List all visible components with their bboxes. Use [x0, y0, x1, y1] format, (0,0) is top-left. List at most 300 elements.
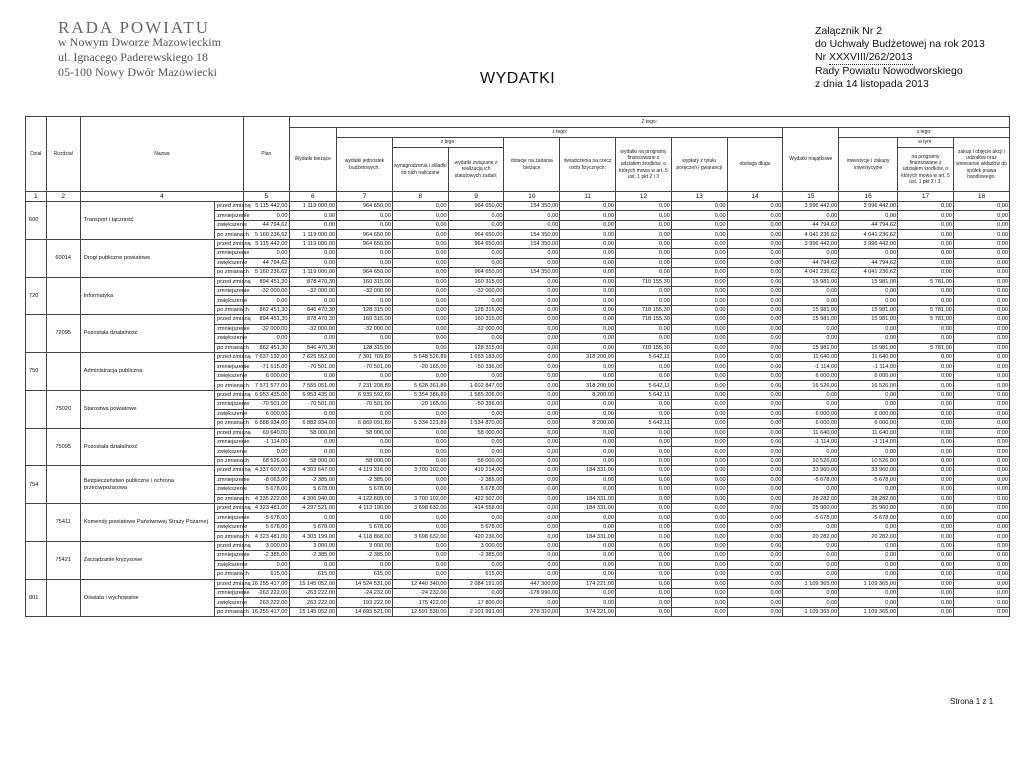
row-label: przed zmianą [215, 466, 244, 475]
col-header-w-tym: w tym: [898, 138, 954, 148]
amount-cell: 0,00 [898, 381, 954, 390]
row-label: po zmianach [215, 268, 244, 277]
amount-cell: 44 794,62 [244, 220, 289, 229]
amount-cell: 44 794,62 [783, 220, 839, 229]
amount-cell: -178 990,00 [504, 588, 560, 597]
amount-cell: 0,00 [898, 570, 954, 579]
col-number: 14 [727, 192, 783, 202]
amount-cell: 10 526,00 [783, 456, 839, 465]
amount-cell: 3 000,00 [289, 541, 337, 550]
amount-cell: 0,00 [727, 381, 783, 390]
amount-cell: 0,00 [560, 428, 616, 437]
amount-cell: 0,00 [671, 381, 727, 390]
amount-cell: 0,00 [289, 513, 337, 522]
amount-cell: 4 323 481,00 [244, 504, 289, 513]
amount-cell: 0,00 [392, 277, 448, 286]
amount-cell: 0,00 [392, 286, 448, 295]
row-label: zmniejszenie [215, 513, 244, 522]
amount-cell: 0,00 [392, 541, 448, 550]
amount-cell: 0,00 [839, 551, 898, 560]
amount-cell: 0,00 [898, 504, 954, 513]
amount-cell: 0,00 [448, 258, 504, 267]
amount-cell: 0,00 [616, 202, 672, 211]
col-header-swiadczenia: świadczenia na rzecz osób fizycznych; [560, 138, 616, 192]
dzial-code: 750 [26, 353, 47, 391]
amount-cell: 0,00 [560, 305, 616, 314]
amount-cell: 0,00 [727, 522, 783, 531]
amount-cell: 0,00 [671, 258, 727, 267]
amount-cell: 5 678,00 [448, 522, 504, 531]
amount-cell: 3 000,00 [244, 541, 289, 550]
table-row [26, 390, 1010, 399]
amount-cell: 0,00 [616, 466, 672, 475]
col-header-plan: Plan [244, 117, 289, 192]
stamp-line: RADA POWIATU [58, 18, 210, 37]
row-label: po zmianach [215, 343, 244, 352]
amount-cell: 5 648 526,89 [392, 353, 448, 362]
amount-cell: 15 145 052,00 [289, 579, 337, 588]
dzial-code [26, 390, 47, 428]
amount-cell: 0,00 [504, 419, 560, 428]
amount-cell: 0,00 [504, 570, 560, 579]
amount-cell: -2 385,00 [337, 551, 393, 560]
row-label: przed zmianą [215, 315, 244, 324]
amount-cell: 0,00 [448, 588, 504, 597]
amount-cell: 0,00 [839, 324, 898, 333]
amount-cell: 0,00 [448, 211, 504, 220]
amount-cell: 1 119 000,00 [289, 202, 337, 211]
amount-cell: 0,00 [671, 286, 727, 295]
amount-cell: 0,00 [783, 334, 839, 343]
amount-cell: 1 109 365,00 [783, 607, 839, 616]
amount-cell: 0,00 [671, 249, 727, 258]
amount-cell: 0,00 [289, 437, 337, 446]
amount-cell: 6 882 934,00 [289, 419, 337, 428]
amount-cell: 0,00 [671, 371, 727, 380]
amount-cell: 0,00 [504, 324, 560, 333]
amount-cell: 0,00 [504, 400, 560, 409]
amount-cell: 0,00 [953, 362, 1009, 371]
amount-cell: 0,00 [727, 456, 783, 465]
amount-cell: -71 615,00 [244, 362, 289, 371]
amount-cell: 0,00 [953, 202, 1009, 211]
amount-cell: 193 222,00 [337, 598, 393, 607]
amount-cell: 0,00 [560, 400, 616, 409]
amount-cell: 0,00 [504, 494, 560, 503]
amount-cell: 6 953 435,00 [289, 390, 337, 399]
amount-cell: 0,00 [392, 230, 448, 239]
amount-cell: 128 315,00 [337, 343, 393, 352]
column-number-row [26, 192, 1010, 202]
amount-cell: 44 794,62 [839, 220, 898, 229]
amount-cell: 154 350,00 [504, 202, 560, 211]
amount-cell: 318 200,00 [560, 381, 616, 390]
col-header-dzial: Dział [26, 117, 47, 192]
row-label: po zmianach [215, 230, 244, 239]
amount-cell: 160 315,00 [448, 315, 504, 324]
rozdzial-code: 75421 [46, 541, 80, 579]
rozdzial-code: 75095 [46, 428, 80, 466]
amount-cell: 5 642,11 [616, 381, 672, 390]
amount-cell: 6 000,00 [244, 409, 289, 418]
amount-cell: 0,00 [898, 466, 954, 475]
stamp-line: ul. Ignacego Paderewskiego 18 [58, 50, 208, 64]
annex-line: Rady Powiatu Nowodworskiego [815, 65, 963, 77]
amount-cell: 0,00 [504, 390, 560, 399]
amount-cell: 0,00 [560, 343, 616, 352]
amount-cell: 3 996 442,00 [783, 202, 839, 211]
amount-cell: 0,00 [337, 296, 393, 305]
amount-cell: -20 165,00 [392, 400, 448, 409]
amount-cell: 318 200,00 [560, 353, 616, 362]
amount-cell: -2 385,00 [289, 475, 337, 484]
amount-cell: 17 800,00 [448, 598, 504, 607]
col-number: 8 [392, 192, 448, 202]
amount-cell: 0,00 [898, 409, 954, 418]
amount-cell: 58 000,00 [448, 428, 504, 437]
amount-cell: 0,00 [671, 475, 727, 484]
amount-cell: 0,00 [727, 504, 783, 513]
dzial-code: 600 [26, 202, 47, 240]
amount-cell: 4 041 236,62 [839, 230, 898, 239]
amount-cell: 0,00 [839, 211, 898, 220]
amount-cell: 0,00 [616, 296, 672, 305]
amount-cell: 0,00 [616, 485, 672, 494]
amount-cell: 5 678,00 [337, 522, 393, 531]
amount-cell: 0,00 [727, 437, 783, 446]
amount-cell: 1 109 365,00 [839, 579, 898, 588]
amount-cell: 5 115 442,00 [244, 202, 289, 211]
amount-cell: 0,00 [448, 296, 504, 305]
amount-cell: 0,00 [560, 239, 616, 248]
amount-cell: 0,00 [504, 475, 560, 484]
amount-cell: -5 678,00 [783, 513, 839, 522]
amount-cell: 0,00 [727, 353, 783, 362]
amount-cell: 0,00 [727, 607, 783, 616]
amount-cell: -24 232,00 [337, 588, 393, 597]
amount-cell: 0,00 [953, 437, 1009, 446]
amount-cell: 0,00 [671, 513, 727, 522]
amount-cell: 0,00 [953, 305, 1009, 314]
amount-cell: 0,00 [953, 390, 1009, 399]
amount-cell: 0,00 [783, 598, 839, 607]
amount-cell: 15 981,00 [783, 315, 839, 324]
row-label: zwiększenie [215, 334, 244, 343]
amount-cell: 0,00 [616, 409, 672, 418]
amount-cell: 718 155,30 [616, 315, 672, 324]
rozdzial-code: 75020 [46, 390, 80, 428]
amount-cell: 0,00 [953, 494, 1009, 503]
amount-cell: 154 350,00 [504, 230, 560, 239]
amount-cell: 0,00 [898, 353, 954, 362]
amount-cell: 0,00 [616, 494, 672, 503]
col-number: 7 [337, 192, 393, 202]
amount-cell: 0,00 [953, 400, 1009, 409]
amount-cell: 0,00 [392, 513, 448, 522]
amount-cell: 0,00 [727, 560, 783, 569]
amount-cell: 5 678,00 [289, 522, 337, 531]
amount-cell: 0,00 [560, 598, 616, 607]
row-label: zwiększenie [215, 560, 244, 569]
amount-cell: 964 650,00 [337, 268, 393, 277]
row-label: zwiększenie [215, 485, 244, 494]
amount-cell: 0,00 [616, 428, 672, 437]
amount-cell: 0,00 [671, 494, 727, 503]
amount-cell: 0,00 [392, 296, 448, 305]
amount-cell: 0,00 [953, 541, 1009, 550]
amount-cell: 964 650,00 [337, 239, 393, 248]
amount-cell: 160 315,00 [337, 315, 393, 324]
amount-cell: 5 781,00 [898, 343, 954, 352]
amount-cell: 0,00 [337, 447, 393, 456]
amount-cell: 0,00 [560, 541, 616, 550]
table-row [26, 428, 1010, 437]
amount-cell: 0,00 [392, 409, 448, 418]
amount-cell: 0,00 [616, 475, 672, 484]
amount-cell: 0,00 [560, 588, 616, 597]
amount-cell: 0,00 [727, 343, 783, 352]
row-label: zmniejszenie [215, 400, 244, 409]
amount-cell: 0,00 [560, 286, 616, 295]
amount-cell: 0,00 [727, 466, 783, 475]
amount-cell: 0,00 [727, 419, 783, 428]
amount-cell: 964 650,00 [337, 230, 393, 239]
col-header-z-tego: Z tego: [289, 117, 1009, 128]
amount-cell: 5 160 236,62 [244, 230, 289, 239]
amount-cell: 0,00 [839, 249, 898, 258]
amount-cell: 8 200,00 [560, 390, 616, 399]
col-number: 9 [448, 192, 504, 202]
col-header-zakup-akcji: zakup i objęcie akcji i udziałów oraz wniesienie wkładów do spółek prawa handlowego. [953, 138, 1009, 192]
amount-cell: -70 501,00 [289, 400, 337, 409]
amount-cell: 0,00 [671, 428, 727, 437]
amount-cell: 0,00 [898, 268, 954, 277]
amount-cell: 44 794,62 [783, 258, 839, 267]
amount-cell: 0,00 [616, 532, 672, 541]
amount-cell: 4 119 316,00 [337, 466, 393, 475]
amount-cell: 6 869 091,89 [337, 419, 393, 428]
amount-cell: 175 422,00 [392, 598, 448, 607]
amount-cell: 0,00 [337, 437, 393, 446]
amount-cell: 12 440 340,00 [392, 579, 448, 588]
amount-cell: 7 571 577,00 [244, 381, 289, 390]
amount-cell: 5 678,00 [337, 485, 393, 494]
row-label: po zmianach [215, 607, 244, 616]
amount-cell: 154 350,00 [504, 239, 560, 248]
amount-cell: 1 109 365,00 [783, 579, 839, 588]
amount-cell: 0,00 [671, 541, 727, 550]
amount-cell: 0,00 [727, 202, 783, 211]
amount-cell: 0,00 [448, 560, 504, 569]
col-header-wydatki-biezace: Wydatki bieżące [289, 128, 337, 192]
table-row [26, 202, 1010, 211]
amount-cell: 1 119 000,00 [289, 268, 337, 277]
amount-cell: 14 693 521,00 [337, 607, 393, 616]
amount-cell: 0,00 [953, 353, 1009, 362]
amount-cell: 0,00 [839, 570, 898, 579]
amount-cell: 2 084 191,00 [448, 579, 504, 588]
amount-cell: 0,00 [560, 475, 616, 484]
amount-cell: 0,00 [783, 324, 839, 333]
amount-cell: 184 331,00 [560, 532, 616, 541]
amount-cell: 0,00 [898, 230, 954, 239]
amount-cell: 0,00 [953, 428, 1009, 437]
amount-cell: 1 119 000,00 [289, 239, 337, 248]
amount-cell: 0,00 [671, 437, 727, 446]
col-header-z-tego-4: z tego: [839, 128, 1010, 138]
amount-cell: 0,00 [616, 258, 672, 267]
row-label: przed zmianą [215, 541, 244, 550]
amount-cell: 0,00 [504, 371, 560, 380]
amount-cell: 0,00 [560, 437, 616, 446]
amount-cell: 0,00 [392, 475, 448, 484]
amount-cell: 0,00 [616, 400, 672, 409]
amount-cell: 0,00 [504, 296, 560, 305]
amount-cell: 0,00 [504, 362, 560, 371]
amount-cell: 5 678,00 [244, 485, 289, 494]
amount-cell: 0,00 [953, 419, 1009, 428]
dzial-code: 720 [26, 277, 47, 315]
amount-cell: 0,00 [839, 334, 898, 343]
col-number: 5 [244, 192, 289, 202]
amount-cell: 3 700 102,00 [392, 466, 448, 475]
amount-cell: 4 297 521,00 [289, 504, 337, 513]
amount-cell: 0,00 [898, 220, 954, 229]
amount-cell: 0,00 [560, 230, 616, 239]
amount-cell: 0,00 [953, 522, 1009, 531]
amount-cell: 0,00 [727, 268, 783, 277]
amount-cell: 5 628 361,89 [392, 381, 448, 390]
amount-cell: -1 114,00 [244, 437, 289, 446]
amount-cell: 4 323 481,00 [244, 532, 289, 541]
amount-cell: 0,00 [616, 437, 672, 446]
amount-cell: -1 114,00 [783, 362, 839, 371]
amount-cell: 0,00 [337, 371, 393, 380]
amount-cell: 184 331,00 [560, 466, 616, 475]
amount-cell: 5 678,00 [289, 485, 337, 494]
amount-cell: 615,00 [244, 570, 289, 579]
amount-cell: 0,00 [560, 220, 616, 229]
amount-cell: 964 650,00 [448, 202, 504, 211]
amount-cell: 0,00 [289, 258, 337, 267]
amount-cell: -32 000,00 [337, 286, 393, 295]
col-number: 12 [616, 192, 672, 202]
amount-cell: 4 303 199,00 [289, 532, 337, 541]
amount-cell: 0,00 [898, 485, 954, 494]
amount-cell: 0,00 [392, 447, 448, 456]
amount-cell: 0,00 [616, 447, 672, 456]
amount-cell: 0,00 [727, 315, 783, 324]
amount-cell: 7 637 192,00 [244, 353, 289, 362]
amount-cell: 0,00 [671, 409, 727, 418]
amount-cell: 0,00 [560, 522, 616, 531]
amount-cell: 0,00 [392, 305, 448, 314]
row-label: zmniejszenie [215, 324, 244, 333]
amount-cell: 0,00 [783, 249, 839, 258]
amount-cell: 0,00 [289, 211, 337, 220]
amount-cell: 0,00 [898, 334, 954, 343]
amount-cell: 862 451,30 [244, 343, 289, 352]
amount-cell: 28 282,00 [839, 494, 898, 503]
amount-cell: 3 000,00 [337, 541, 393, 550]
amount-cell: 0,00 [953, 220, 1009, 229]
amount-cell: 0,00 [448, 249, 504, 258]
amount-cell: 0,00 [839, 286, 898, 295]
amount-cell: 0,00 [727, 239, 783, 248]
amount-cell: 0,00 [616, 570, 672, 579]
col-header-nazwa: Nazwa [80, 117, 243, 192]
amount-cell: 0,00 [727, 513, 783, 522]
amount-cell: 0,00 [727, 324, 783, 333]
amount-cell: 0,00 [560, 560, 616, 569]
col-header-wynagrodzenia: wynagrodzenia i składki od nich naliczane [392, 148, 448, 192]
amount-cell: 184 331,00 [560, 494, 616, 503]
amount-cell: 174 221,00 [560, 579, 616, 588]
amount-cell: 0,00 [560, 296, 616, 305]
amount-cell: -32 000,00 [244, 324, 289, 333]
amount-cell: 0,00 [616, 522, 672, 531]
annex-line: z dnia 14 listopada 2013 [815, 78, 929, 90]
stamp-line: w Nowym Dworze Mazowieckim [58, 35, 221, 49]
amount-cell: 14 524 531,00 [337, 579, 393, 588]
row-label: przed zmianą [215, 428, 244, 437]
amount-cell: 16 526,00 [839, 381, 898, 390]
dzial-code: 754 [26, 466, 47, 504]
amount-cell: 28 282,00 [783, 494, 839, 503]
amount-cell: 0,00 [504, 485, 560, 494]
amount-cell: 0,00 [392, 324, 448, 333]
amount-cell: 0,00 [953, 381, 1009, 390]
page-title: WYDATKI [480, 70, 556, 87]
amount-cell: 0,00 [953, 607, 1009, 616]
amount-cell: 846 470,30 [289, 343, 337, 352]
amount-cell: 0,00 [560, 324, 616, 333]
amount-cell: 964 650,00 [448, 230, 504, 239]
amount-cell: 0,00 [504, 409, 560, 418]
amount-cell: 6 000,00 [244, 371, 289, 380]
amount-cell: 5 781,00 [898, 305, 954, 314]
amount-cell: -263 222,00 [289, 588, 337, 597]
amount-cell: -32 000,00 [337, 324, 393, 333]
rozdzial-code: 60014 [46, 239, 80, 277]
amount-cell: 0,00 [953, 343, 1009, 352]
amount-cell: 0,00 [898, 258, 954, 267]
amount-cell: 0,00 [289, 447, 337, 456]
amount-cell: 878 470,30 [289, 277, 337, 286]
col-header-z-tego-2: z tego: [337, 128, 783, 138]
amount-cell: 422 507,00 [448, 494, 504, 503]
amount-cell: 0,00 [898, 588, 954, 597]
amount-cell: 5 781,00 [898, 277, 954, 286]
amount-cell: 0,00 [671, 230, 727, 239]
amount-cell: 0,00 [953, 485, 1009, 494]
amount-cell: 0,00 [898, 598, 954, 607]
amount-cell: 0,00 [616, 286, 672, 295]
amount-cell: 160 315,00 [337, 277, 393, 286]
amount-cell: 263 222,00 [289, 598, 337, 607]
row-label: zwiększenie [215, 371, 244, 380]
amount-cell: 15 981,00 [839, 305, 898, 314]
amount-cell: 0,00 [392, 239, 448, 248]
amount-cell: 4 306 940,00 [289, 494, 337, 503]
amount-cell: 420 236,00 [448, 532, 504, 541]
col-number: 10 [504, 192, 560, 202]
amount-cell: 0,00 [839, 390, 898, 399]
amount-cell: 0,00 [671, 315, 727, 324]
amount-cell: 0,00 [289, 560, 337, 569]
amount-cell: 3 698 632,00 [392, 532, 448, 541]
amount-cell: 128 315,00 [448, 343, 504, 352]
